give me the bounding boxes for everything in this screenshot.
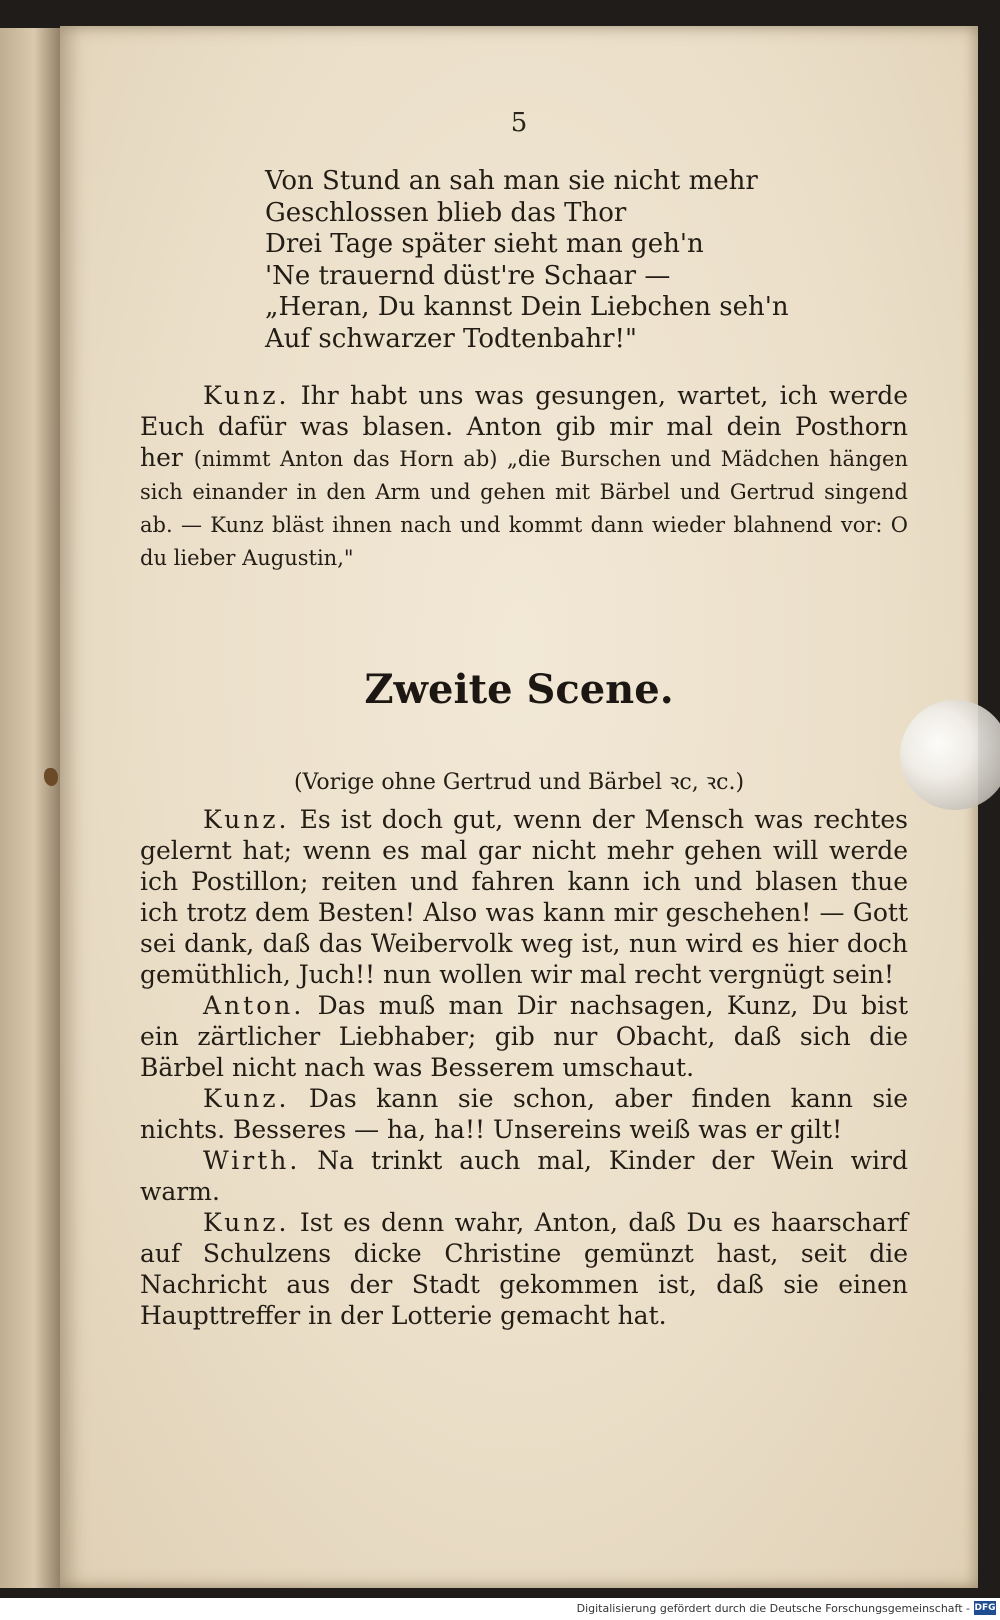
book-page xyxy=(60,26,978,1588)
stage-direction: (Vorige ohne Gertrud und Bärbel ꝛc, ꝛc.) xyxy=(293,770,745,795)
dialogue-text: Ist es denn wahr, Anton, daß Du es haarscharf auf Schulzens dicke Christine gemünzt hast, seit die Nachricht aus der Stadt gekommen ist, daß sie einen Haupttreffer in der Lotterie gemacht hat. xyxy=(140,1208,908,1330)
digitization-footer xyxy=(0,1598,1000,1620)
verse-line: Von Stund an sah man sie nicht mehr xyxy=(265,166,758,196)
speaker-name: Wirth. xyxy=(203,1146,301,1175)
page-number: 5 xyxy=(510,108,528,138)
dialogue-text: Das muß man Dir nachsagen, Kunz, Du bist ein zärtlicher Liebhaber; gib nur Obacht, daß sich die Bärbel nicht nach was Besserem umschaut. xyxy=(140,991,908,1082)
speaker-name: Anton. xyxy=(203,991,305,1020)
verse-block xyxy=(265,166,825,356)
footer-credit: Digitalisierung gefördert durch die Deutsche Forschungsgemeinschaft - xyxy=(576,1602,970,1615)
verse-line: 'Ne trauernd düst're Schaar — xyxy=(265,260,671,291)
dialogue-text: Das kann sie schon, aber finden kann sie nichts. Besseres — ha, ha!! Unsereins weiß was er gilt! xyxy=(140,1084,908,1144)
verse-line: Geschlossen blieb das Thor xyxy=(265,197,627,228)
dialogue-text: Es ist doch gut, wenn der Mensch was rechtes gelernt hat; wenn es mal gar nicht mehr gehen will werde ich Postillon; reiten und fahren kann ich und blasen thue ich trotz dem Besten! Also was kann mir geschehen! — Gott sei dank, daß das Weibervolk weg ist, nun wird es hier doch gemüthlich, Juch!! nun wollen wir mal recht vergnügt sein! xyxy=(140,805,908,989)
dialogue-entry xyxy=(140,804,908,990)
paragraph-kunz-song xyxy=(140,380,908,574)
speaker-name: Kunz. xyxy=(203,805,290,834)
speaker-name: Kunz. xyxy=(203,1084,290,1113)
dialogue-entry xyxy=(140,1207,908,1331)
dialogue-entry xyxy=(140,1083,908,1145)
page-clip xyxy=(900,700,1000,810)
dialogue-block xyxy=(140,804,908,1331)
scene-title: Zweite Scene. xyxy=(364,666,674,713)
verse-line: Drei Tage später sieht man geh'n xyxy=(265,229,704,260)
paper-stain xyxy=(44,768,58,786)
verse-line: „Heran, Du kannst Dein Liebchen seh'n xyxy=(265,292,789,323)
dialogue-entry xyxy=(140,1145,908,1207)
verse-line: Auf schwarzer Todtenbahr!" xyxy=(265,323,637,354)
dialogue-entry xyxy=(140,990,908,1083)
speaker-name: Kunz. xyxy=(203,381,290,410)
left-page-edge xyxy=(0,28,62,1588)
dfg-logo-icon: DFG xyxy=(974,1603,996,1613)
stage-direction-inline: (nimmt Anton das Horn ab) „die Burschen und Mädchen hängen sich einander in den Arm und gehen mit Bärbel und Gertrud singend ab. — Kunz bläst ihnen nach und kommt dann wieder blahnend vor: O du lieber Augustin," xyxy=(140,447,908,570)
dialogue-text: Na trinkt auch mal, Kinder der Wein wird warm. xyxy=(140,1146,908,1206)
dialogue-text: Ihr habt uns was gesungen, wartet, ich werde Euch dafür was blasen. Anton gib mir mal dein Posthorn her xyxy=(140,381,908,472)
speaker-name: Kunz. xyxy=(203,1208,290,1237)
